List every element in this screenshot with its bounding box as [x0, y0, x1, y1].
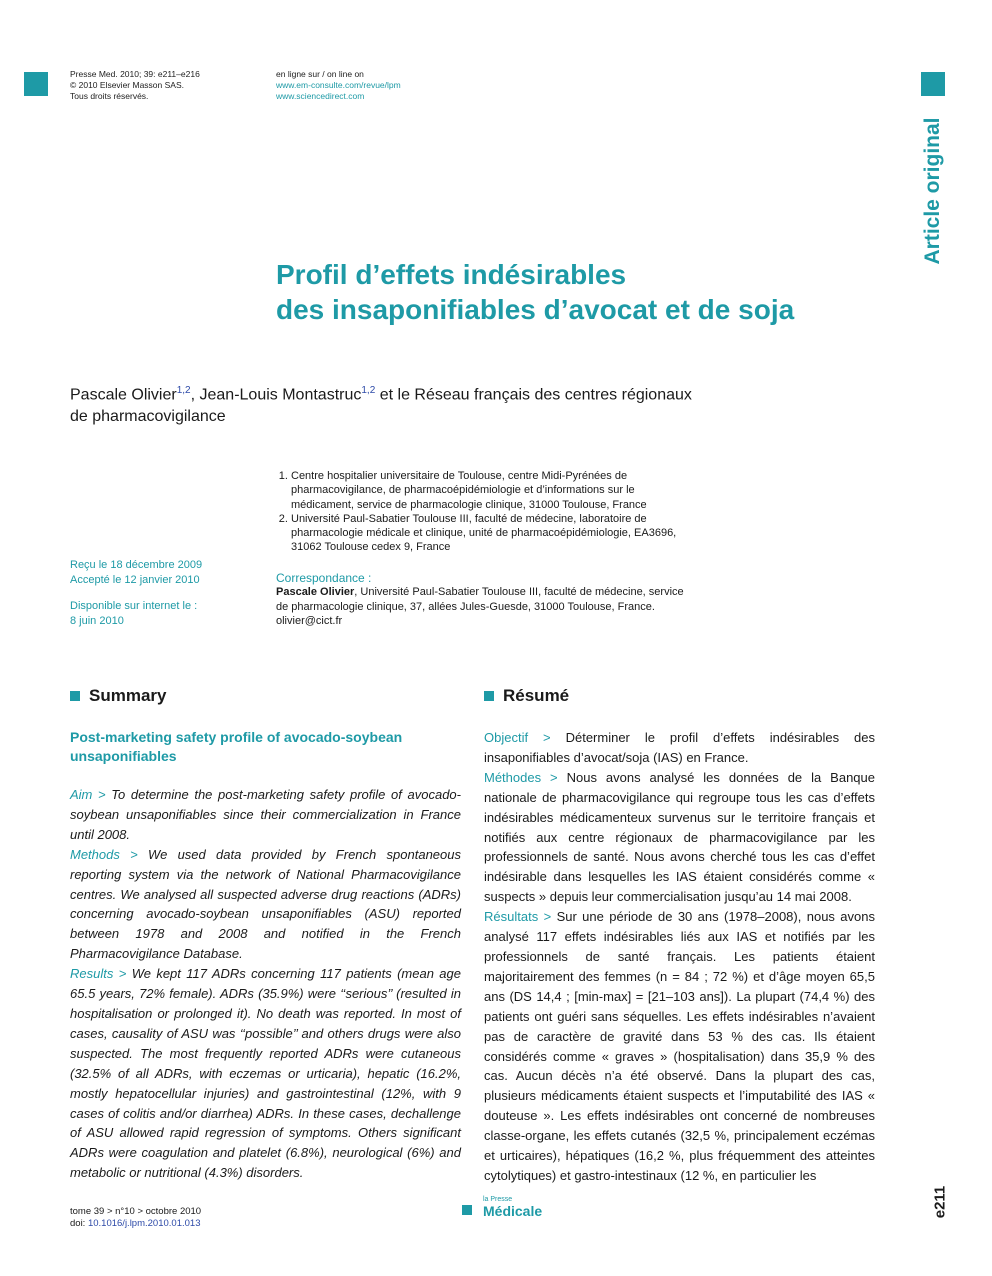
journal-citation: [70, 69, 200, 102]
methodes-label: Méthodes >: [484, 769, 558, 785]
author-name: Pascale Olivier: [70, 386, 177, 404]
resume-column: [484, 684, 875, 1186]
online-label: en ligne sur / on line on: [276, 69, 364, 79]
corner-square-top-right: [921, 72, 945, 96]
resultats-text: Sur une période de 30 ans (1978–2008), nous avons analysé 117 effets indésirables liés aux IAS et notifiés par les professionnels de santé français. Les patients étaient majoritairement des femmes (n = 84 ; 72 %) et d’âge moyen 65,5 ans (DS 14,4 ; [min-max] = [21–103 ans]). La plupart (74,4 %) des patients ont guéri sans séquelles. Les effets indésirables n’avaient pas de caractère de gravité dans 53 % des cas. Ils étaient considérés comme « graves » (hospitalisation) dans 35,9 % des cas. Aucun décès n’a été observé. Dans la plupart des cas, plusieurs médicaments étaient suspects et l’imputabilité des IAS « douteuse ». Les effets indésirables ont concerné de nombreuses classe-organe, les effets cutanés (32,5 %, principalement eczémas et urticaires), hépatiques (16,2 %, plus fréquemment des atteintes cytolytiques) et gastro-intestinaux (12 %, en particulier les: [484, 909, 875, 1183]
correspondence: [276, 571, 696, 628]
results-label: Results >: [70, 966, 127, 982]
logo-big-text: Médicale: [483, 1203, 543, 1219]
issue-info: tome 39 > n°10 > octobre 2010: [70, 1206, 202, 1217]
summary-heading: [70, 684, 461, 708]
accepted-date: Accepté le 12 janvier 2010: [70, 573, 200, 586]
resume-methodes: [484, 768, 875, 907]
available-date: 8 juin 2010: [70, 614, 124, 627]
journal-logo: [462, 1196, 542, 1218]
author-affil-sup: 1,2: [176, 385, 191, 396]
correspondence-label: Correspondance :: [276, 571, 372, 585]
square-bullet-icon: [70, 691, 80, 701]
author-affil-sup: 1,2: [361, 385, 376, 396]
resume-heading-text: Résumé: [503, 686, 570, 706]
authors-group: et le Réseau français des centres régionaux: [379, 386, 692, 404]
page-number-vertical: [926, 1182, 954, 1222]
methods-text: We used data provided by French spontaneous reporting system via the network of National Pharmacovigilance centres. We analysed all suspected adverse drug reactions (ADRs) concerning avocado-soybean unsaponifiables (ASU) reported between 1978 and 2008 and notified in the French Pharmacovigilance Database.: [70, 846, 461, 962]
footer-citation: [70, 1206, 201, 1230]
received-date: Reçu le 18 décembre 2009: [70, 559, 203, 571]
objectif-label: Objectif >: [484, 730, 551, 745]
section-label-vertical: [916, 118, 950, 263]
summary-column: [70, 684, 461, 1183]
article-title: [276, 257, 876, 327]
doi-label: doi:: [70, 1218, 86, 1229]
methodes-text: Nous avons analysé les données de la Banque nationale de pharmacovigilance qui regroupe tous les cas d’effets indésirables médicamenteux survenus sur le territoire français et notifiés aux centre régionaux de pharmacovigilance par les professionnels de santé. Nous avons cherché tous les cas d’effet indésirable dans lesquelles les IAS étaient considérés comme « suspects » depuis leur commercialisation jusqu’au 14 mai 2008.: [484, 769, 875, 905]
online-info: [276, 69, 401, 102]
page-number: e211: [931, 1185, 949, 1219]
resume-resultats: [484, 907, 875, 1186]
aim-label: Aim >: [70, 787, 106, 802]
summary-aim: [70, 785, 461, 845]
correspondence-name: Pascale Olivier: [276, 586, 355, 599]
title-line-1: Profil d’effets indésirables: [276, 259, 627, 290]
online-link-emconsulte[interactable]: www.em-consulte.com/revue/lpm: [276, 80, 401, 90]
square-bullet-icon: [484, 691, 494, 701]
resume-objectif: [484, 728, 875, 768]
corner-square-top-left: [24, 72, 48, 96]
resultats-label: Résultats >: [484, 909, 552, 925]
correspondence-address: [276, 585, 696, 614]
rights-line: Tous droits réservés.: [70, 91, 149, 101]
article-dates: [70, 558, 202, 628]
objectif-text: Déterminer le profil d’effets indésirables des insaponifiables d’avocat/soja (IAS) en France.: [484, 730, 875, 765]
available-label: Disponible sur internet le :: [70, 600, 198, 612]
doi-link[interactable]: 10.1016/j.lpm.2010.01.013: [87, 1218, 201, 1229]
logo-small-text: la Presse: [483, 1196, 513, 1203]
correspondence-email[interactable]: olivier@cict.fr: [276, 614, 343, 627]
authors-group-cont: de pharmacovigilance: [70, 408, 226, 426]
title-line-2: des insaponifiables d’avocat et de soja: [276, 294, 795, 325]
aim-text: To determine the post-marketing safety profile of avocado-soybean unsaponifiables since their commercialization in France until 2008.: [70, 787, 461, 842]
methods-label: Methods >: [70, 846, 138, 862]
summary-methods: [70, 845, 461, 964]
online-link-sciencedirect[interactable]: www.sciencedirect.com: [276, 91, 365, 101]
copyright-line: © 2010 Elsevier Masson SAS.: [70, 80, 184, 90]
journal-line: Presse Med. 2010; 39: e211–e216: [70, 69, 200, 79]
summary-results: [70, 964, 461, 1183]
affiliation-item: 2. Université Paul-Sabatier Toulouse III, faculté de médecine, laboratoire de pharmacologie médicale et clinique, unité de pharmacoépidémiologie, EA3696, 31062 Toulouse cedex 9, France: [291, 512, 696, 555]
correspondence-details: , Université Paul-Sabatier Toulouse III, faculté de médecine, service de pharmacologie clinique, 37, allées Jules-Guesde, 31000 Toulouse, France.: [276, 586, 684, 613]
affiliation-item: 1. Centre hospitalier universitaire de Toulouse, centre Midi-Pyrénées de pharmacovigilance, de pharmacoépidémiologie et d’informations sur le médicament, service de pharmacologie clinique, 31000 Toulouse, France: [291, 469, 696, 512]
summary-subtitle: Post-marketing safety profile of avocado-soybean unsaponifiables: [70, 729, 403, 764]
author-list: Pascale Olivier$^{1,2}$, Jean-Louis Montastruc$^{1,2}$ et le Réseau français des centres régionaux de pharmacovigilance: [70, 385, 692, 426]
results-text: We kept 117 ADRs concerning 117 patients (mean age 65.5 years, 72% female). ADRs (35.9%) were ‘‘serious’’ (resulted in hospitalisation or prolonged it). No death was reported. In most of cases, causality of ASU was ‘‘possible’’ and others drugs were also suspected. The most frequently reported ADRs were cutaneous (32.5% of all ADRs, with eczemas or urticaria), hepatic (16.2%, mostly hepatocellular injuries) and gastrointestinal (12%, with 9 cases of colitis and/or diarrhea) ADRs. In these cases, dechallenge of ASU allowed rapid regression of symptoms. Others significant ADRs were coagulation and platelet (6.8%), neurological (6%) and metabolic or nutritional (4.3%) disorders.: [70, 966, 461, 1181]
author-name: Jean-Louis Montastruc: [199, 386, 362, 404]
doi-line: [70, 1218, 201, 1230]
logo-square-icon: [462, 1205, 472, 1215]
affiliations: [276, 469, 696, 555]
summary-heading-text: Summary: [89, 686, 167, 706]
section-label: Article original: [921, 116, 944, 265]
resume-heading: [484, 684, 875, 708]
